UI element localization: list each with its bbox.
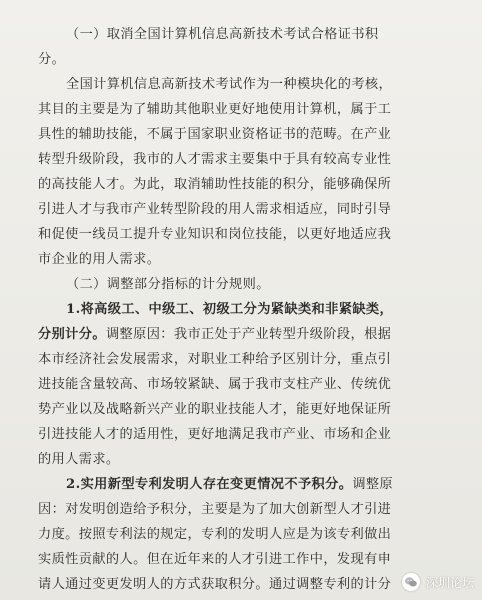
item1-reason-start: 调整原因：我市正处于产业转型升级阶段，根据 [105, 327, 392, 342]
section2-heading: （二）调整部分指标的计分规则。 [66, 277, 270, 292]
document-body [38, 22, 448, 597]
item2-line: 请人通过变更发明人的方式获取积分。通过调整专利的计分 [38, 577, 392, 592]
item1-line [38, 322, 448, 347]
item1-heading-end: 分别计分。 [38, 327, 106, 342]
item2-heading-line [38, 472, 448, 497]
section1-paragraph-line: 全国计算机信息高新技术考试作为一种模块化的考核， [66, 77, 393, 92]
item2-line: 力度。按照专利法的规定，专利的发明人应是为该专利做出 [38, 527, 392, 542]
watermark [402, 572, 474, 592]
item2-reason-start: 调整原 [352, 477, 394, 492]
item1-line: 本市经济社会发展需求，对职业工种给予区别计分，重点引 [38, 352, 392, 367]
section1-paragraph-line: 转型升级阶段，我市的人才需求主要集中于具有较高专业性 [38, 152, 392, 167]
item2-heading: 2.实用新型专利发明人存在变更情况不予积分。 [66, 477, 353, 492]
section1-paragraph-line: 具性的辅助技能，不属于国家职业资格证书的范畴。在产业 [38, 127, 392, 142]
section1-paragraph-line: 引进人才与我市产业转型阶段的用人需求相适应，同时引导 [38, 202, 392, 217]
item1-line: 进技能含量较高、市场较紧缺、属于我市支柱产业、传统优 [38, 377, 392, 392]
item2-line: 因：对发明创造给予积分，主要是为了加大创新型人才引进 [38, 502, 392, 517]
section1-paragraph-line: 和促使一线员工提升专业知识和岗位技能，以更好地适应我 [38, 227, 392, 242]
item2-line: 实质性贡献的人。但在近年来的人才引进工作中，发现有申 [38, 552, 392, 567]
watermark-text: 深圳论坛 [425, 575, 474, 590]
section1-paragraph-line: 其目的主要是为了辅助其他职业更好地使用计算机，属于工 [38, 102, 392, 117]
section1-paragraph-line: 市企业的用人需求。 [38, 252, 161, 267]
wechat-icon [402, 573, 420, 591]
item1-heading: 1.将高级工、中级工、初级工分为紧缺类和非紧缺类， [66, 302, 394, 317]
section1-heading-continued: 分。 [38, 52, 66, 67]
item1-line: 势产业以及战略新兴产业的职业技能人才，能更好地保证所 [38, 402, 392, 417]
section1-paragraph-line: 的高技能人才。为此，取消辅助性技能的积分，能够确保所 [38, 177, 392, 192]
section1-heading: （一）取消全国计算机信息高新技术考试合格证书积 [66, 27, 379, 42]
item1-line: 引进技能人才的适用性，更好地满足我市产业、市场和企业 [38, 427, 392, 442]
item1-line: 的用人需求。 [38, 452, 120, 467]
